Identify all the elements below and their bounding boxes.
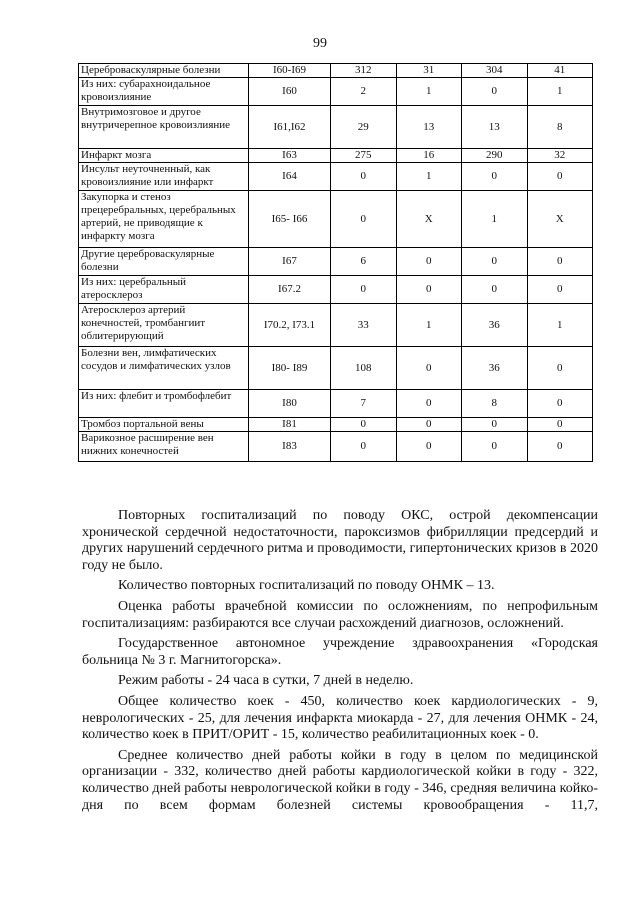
table-row: [79, 149, 593, 163]
value-col-2-cell: 0: [396, 418, 462, 432]
value-col-2-cell: 1: [396, 163, 462, 191]
value-col-3-cell: 0: [462, 78, 528, 106]
disease-name-cell: Из них: субарахноидальное кровоизлияние: [79, 78, 249, 106]
value-col-1-cell: 29: [331, 106, 397, 149]
table-row: [79, 432, 593, 462]
disease-name-cell: Другие цереброваскулярные болезни: [79, 248, 249, 276]
icd-code-cell: I63: [249, 149, 331, 163]
value-col-3-cell: 13: [462, 106, 528, 149]
paragraph: Среднее количество дней работы койки в году в целом по медицинской организации - 332, количество дней работы кардиологической койки в году - 322, количество дней работы неврологической койки в году - 346, средняя величина койко-дня по всем формам болезней системы кровообращения - 11,7,: [82, 747, 598, 813]
disease-name-cell: Болезни вен, лимфатических сосудов и лимфатических узлов: [79, 347, 249, 390]
disease-name-cell: Закупорка и стеноз прецеребральных, церебральных артерий, не приводящие к инфаркту мозга: [79, 191, 249, 248]
disease-name-cell: Тромбоз портальной вены: [79, 418, 249, 432]
value-col-2-cell: 0: [396, 390, 462, 418]
value-col-1-cell: 33: [331, 304, 397, 347]
value-col-2-cell: 13: [396, 106, 462, 149]
table-row: [79, 418, 593, 432]
value-col-1-cell: 275: [331, 149, 397, 163]
value-col-4-cell: 0: [527, 347, 593, 390]
paragraph: Повторных госпитализаций по поводу ОКС, острой декомпенсации хронической сердечной недостаточности, пароксизмов фибрилляции предсердий и других нарушений сердечного ритма и проводимости, гипертонических кризов в 2020 году не было.: [82, 508, 598, 573]
icd-code-cell: I80- I89: [249, 347, 331, 390]
icd-code-cell: I67: [249, 248, 331, 276]
disease-name-cell: Внутримозговое и другое внутричерепное кровоизлияние: [79, 106, 249, 149]
value-col-1-cell: 0: [331, 432, 397, 462]
value-col-3-cell: 36: [462, 304, 528, 347]
value-col-4-cell: 32: [527, 149, 593, 163]
value-col-2-cell: 0: [396, 432, 462, 462]
table-row: [79, 248, 593, 276]
icd-code-cell: I65- I66: [249, 191, 331, 248]
value-col-4-cell: 0: [527, 163, 593, 191]
value-col-2-cell: 31: [396, 64, 462, 78]
value-col-3-cell: 304: [462, 64, 528, 78]
disease-name-cell: Из них: церебральный атеросклероз: [79, 276, 249, 304]
value-col-3-cell: 0: [462, 248, 528, 276]
value-col-3-cell: 0: [462, 276, 528, 304]
value-col-4-cell: 1: [527, 78, 593, 106]
page-number: 99: [313, 36, 327, 51]
table-row: [79, 78, 593, 106]
icd-code-cell: I83: [249, 432, 331, 462]
value-col-2-cell: 16: [396, 149, 462, 163]
disease-name-cell: Инфаркт мозга: [79, 149, 249, 163]
value-col-2-cell: 1: [396, 78, 462, 106]
value-col-2-cell: 1: [396, 304, 462, 347]
icd-code-cell: I70.2, I73.1: [249, 304, 331, 347]
paragraph: Оценка работы врачебной комиссии по осложнениям, по непрофильным госпитализациям: разбираются все случаи расхождений диагнозов, осложнений.: [82, 598, 598, 631]
value-col-1-cell: 2: [331, 78, 397, 106]
table-row: [79, 64, 593, 78]
value-col-2-cell: 0: [396, 248, 462, 276]
table-row: [79, 347, 593, 390]
value-col-3-cell: 1: [462, 191, 528, 248]
icd-code-cell: I60: [249, 78, 331, 106]
value-col-4-cell: 0: [527, 418, 593, 432]
icd-code-cell: I81: [249, 418, 331, 432]
value-col-1-cell: 0: [331, 163, 397, 191]
value-col-2-cell: 0: [396, 347, 462, 390]
table-row: [79, 106, 593, 149]
icd-code-cell: I61,I62: [249, 106, 331, 149]
value-col-4-cell: 0: [527, 390, 593, 418]
value-col-3-cell: 290: [462, 149, 528, 163]
icd-code-cell: I64: [249, 163, 331, 191]
value-col-3-cell: 8: [462, 390, 528, 418]
value-col-1-cell: 108: [331, 347, 397, 390]
value-col-2-cell: X: [396, 191, 462, 248]
value-col-4-cell: 0: [527, 432, 593, 462]
icd-code-cell: I60-I69: [249, 64, 331, 78]
value-col-1-cell: 6: [331, 248, 397, 276]
value-col-1-cell: 7: [331, 390, 397, 418]
disease-name-cell: Цереброваскулярные болезни: [79, 64, 249, 78]
value-col-4-cell: 1: [527, 304, 593, 347]
icd-code-cell: I67.2: [249, 276, 331, 304]
value-col-4-cell: 8: [527, 106, 593, 149]
disease-name-cell: Инсульт неуточненный, как кровоизлияние или инфаркт: [79, 163, 249, 191]
value-col-3-cell: 0: [462, 432, 528, 462]
disease-stats-table: [78, 63, 593, 462]
value-col-2-cell: 0: [396, 276, 462, 304]
table-row: [79, 390, 593, 418]
value-col-1-cell: 0: [331, 191, 397, 248]
disease-name-cell: Варикозное расширение вен нижних конечностей: [79, 432, 249, 462]
paragraph: Количество повторных госпитализаций по поводу ОНМК – 13.: [118, 578, 495, 594]
icd-code-cell: I80: [249, 390, 331, 418]
table-row: [79, 191, 593, 248]
value-col-4-cell: 0: [527, 248, 593, 276]
value-col-3-cell: 0: [462, 163, 528, 191]
body-text: [82, 508, 598, 818]
value-col-4-cell: 0: [527, 276, 593, 304]
value-col-1-cell: 0: [331, 276, 397, 304]
value-col-1-cell: 0: [331, 418, 397, 432]
value-col-3-cell: 36: [462, 347, 528, 390]
paragraph: Государственное автономное учреждение здравоохранения «Городская больница № 3 г. Магнитогорска».: [82, 636, 598, 668]
value-col-3-cell: 0: [462, 418, 528, 432]
table-row: [79, 163, 593, 191]
paragraph: Общее количество коек - 450, количество коек кардиологических - 9, неврологических - 25, для лечения инфаркта миокарда - 27, для лечения ОНМК - 24, количество коек в ПРИТ/ОРИТ - 15, количество реабилитационных коек - 0.: [82, 693, 598, 743]
disease-name-cell: Атеросклероз артерий конечностей, тромбангиит облитерирующий: [79, 304, 249, 347]
value-col-4-cell: X: [527, 191, 593, 248]
value-col-1-cell: 312: [331, 64, 397, 78]
table-row: [79, 304, 593, 347]
paragraph: Режим работы - 24 часа в сутки, 7 дней в неделю.: [118, 673, 414, 689]
table-body: [79, 64, 593, 462]
table-row: [79, 276, 593, 304]
value-col-4-cell: 41: [527, 64, 593, 78]
disease-name-cell: Из них: флебит и тромбофлебит: [79, 390, 249, 418]
